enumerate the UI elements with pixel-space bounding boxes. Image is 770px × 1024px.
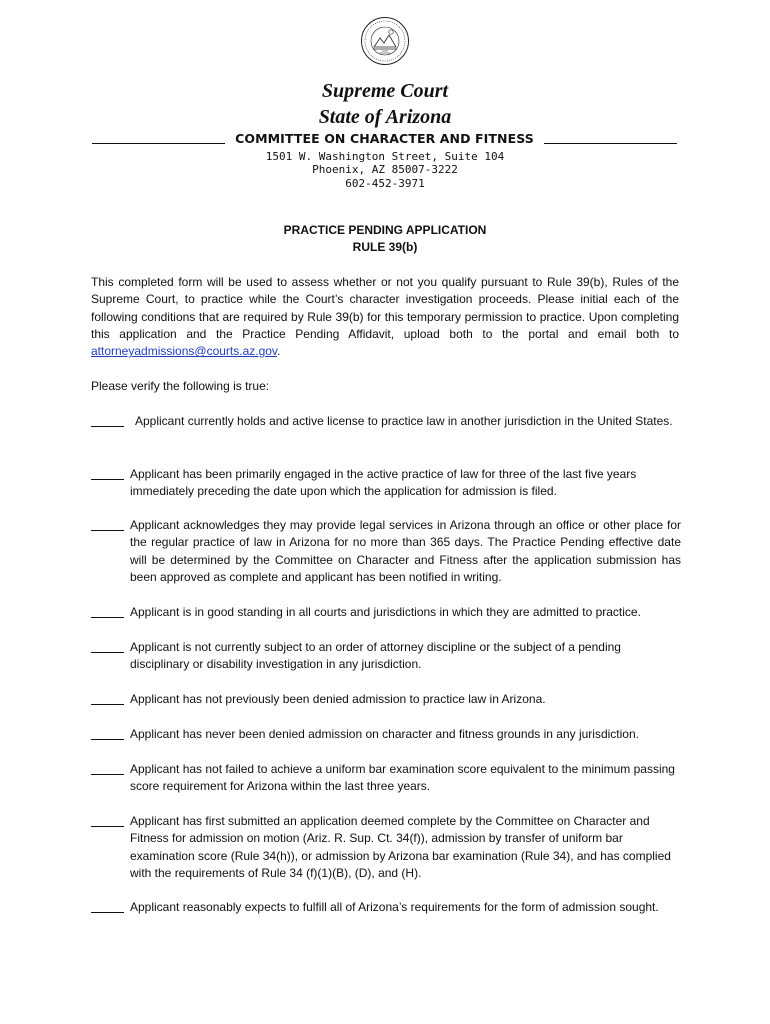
- address-city: Phoenix, AZ 85007-3222: [312, 163, 458, 176]
- condition-item: [91, 604, 681, 621]
- condition-item: [91, 517, 681, 586]
- arizona-court-seal-icon: [360, 16, 410, 66]
- court-name: Supreme Court: [321, 80, 449, 102]
- form-rule: RULE 39(b): [352, 240, 418, 254]
- condition-text: Applicant has not previously been denied admission to practice law in Arizona.: [130, 692, 546, 706]
- phone-number: 602-452-3971: [345, 177, 425, 190]
- verify-label: Please verify the following is true:: [91, 379, 270, 393]
- heading-rule-left: [92, 133, 225, 144]
- intro-paragraph: [91, 274, 679, 360]
- committee-heading: [92, 131, 677, 146]
- condition-text: Applicant currently holds and active license to practice law in another jurisdiction in the United States.: [135, 414, 673, 428]
- form-title: PRACTICE PENDING APPLICATION: [283, 223, 487, 237]
- condition-item: [91, 761, 681, 796]
- condition-text: Applicant is in good standing in all courts and jurisdictions in which they are admitted to practice.: [130, 605, 641, 619]
- condition-text: Applicant acknowledges they may provide legal services in Arizona through an office or other place for the regular practice of law in Arizona for no more than 365 days. The Practice Pending effective date will be determined by the Committee on Character and Fitness after the application submission has been approved as complete and applicant has been notified in writing.: [130, 518, 681, 584]
- address-street: 1501 W. Washington Street, Suite 104: [265, 150, 505, 163]
- condition-text: Applicant has never been denied admission on character and fitness grounds in any jurisdiction.: [130, 727, 639, 741]
- condition-item: [91, 413, 681, 430]
- condition-text: Applicant reasonably expects to fulfill all of Arizona’s requirements for the form of admission sought.: [130, 900, 659, 914]
- condition-item: [91, 813, 681, 882]
- condition-text: Applicant has first submitted an application deemed complete by the Committee on Character and Fitness for admission on motion (Ariz. R. Sup. Ct. 34(f)), admission by transfer of uniform bar examination score (Rule 34(h)), or admission by Arizona bar examination (Rule 34), and has complied with the requirements of Rule 34 (f)(1)(B), (D), and (H).: [130, 814, 671, 880]
- heading-rule-right: [544, 133, 677, 144]
- condition-text: Applicant is not currently subject to an order of attorney discipline or the subject of a pending disciplinary or disability investigation in any jurisdiction.: [130, 640, 621, 672]
- condition-item: [91, 639, 681, 674]
- condition-item: [91, 899, 681, 916]
- condition-item: [91, 691, 681, 708]
- condition-text: Applicant has not failed to achieve a uniform bar examination score equivalent to the minimum passing score requirement for Arizona within the last three years.: [130, 762, 675, 794]
- intro-text: This completed form will be used to assess whether or not you qualify pursuant to Rule 39(b), Rules of the Supreme Court, to practice while the Court’s character investigation proceeds. Please initial each of the following conditions that are required by Rule 39(b) for this temporary permission to practice. Upon completing this application and the Practice Pending Affidavit, upload both to the portal and email both to: [91, 275, 679, 341]
- intro-end: .: [277, 344, 281, 359]
- condition-text: Applicant has been primarily engaged in the active practice of law for three of the last five years immediately preceding the date upon which the application for admission is filed.: [130, 467, 637, 499]
- committee-name: COMMITTEE ON CHARACTER AND FITNESS: [235, 131, 534, 146]
- email-link[interactable]: attorneyadmissions@courts.az.gov: [91, 344, 278, 359]
- condition-item: [91, 466, 681, 501]
- state-name: State of Arizona: [318, 106, 452, 128]
- condition-item: [91, 726, 681, 743]
